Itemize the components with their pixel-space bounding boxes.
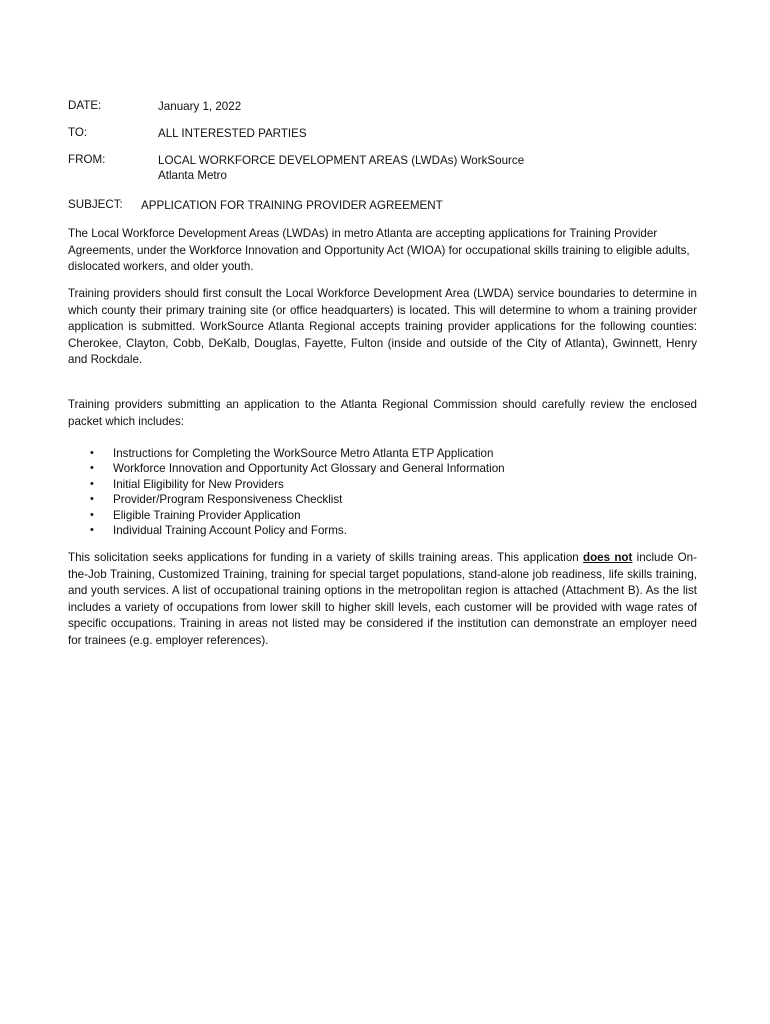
paragraph-packet: Training providers submitting an application to the Atlanta Regional Commission should carefully review the enclosed packet which includes: [68, 398, 697, 428]
list-item [68, 477, 697, 492]
subject-value: APPLICATION FOR TRAINING PROVIDER AGREEMENT [141, 199, 443, 212]
list-item-text: Provider/Program Responsiveness Checklist [113, 493, 343, 507]
does-not-emphasis: does not [583, 551, 633, 564]
bullet-icon: • [90, 477, 94, 490]
list-item [68, 508, 697, 523]
date-label: DATE: [68, 99, 102, 112]
list-item [68, 523, 697, 538]
list-item-text: Individual Training Account Policy and Forms. [113, 524, 347, 538]
list-item [68, 492, 697, 507]
packet-list [68, 446, 697, 538]
date-value: January 1, 2022 [158, 100, 242, 113]
solicitation-text-start: This solicitation seeks applications for funding in a variety of skills training areas. This application [68, 551, 584, 564]
list-item-text: Instructions for Completing the WorkSource Metro Atlanta ETP Application [113, 447, 494, 460]
to-label: TO: [68, 126, 88, 139]
list-item-text: Workforce Innovation and Opportunity Act Glossary and General Information [113, 462, 505, 476]
bullet-icon: • [90, 462, 94, 475]
from-line-1: LOCAL WORKFORCE DEVELOPMENT AREAS (LWDAs) WorkSource [158, 154, 525, 167]
to-value: ALL INTERESTED PARTIES [158, 127, 307, 140]
solicitation-text-end: include On-the-Job Training, Customized Training, training for special target populations, stand-alone job readiness, life skills training, and youth services. A list of occupational training options in the metropolitan region is attached (Attachment B). As the list includes a variety of occupations from lower skill to higher skill levels, each customer will be provided with wage rates of specific occupations. Training in areas not listed may be considered if the institution can demonstrate an employer need for trainees (e.g. employer references). [68, 551, 697, 647]
from-line-2: Atlanta Metro [158, 169, 227, 182]
list-item [68, 446, 697, 461]
from-value [158, 153, 524, 183]
paragraph-solicitation [68, 550, 697, 649]
list-item-text: Initial Eligibility for New Providers [113, 477, 284, 491]
bullet-icon: • [90, 447, 94, 459]
bullet-icon: • [90, 493, 94, 506]
paragraph-boundaries: Training providers should first consult the Local Workforce Development Area (LWDA) service boundaries to determine in which county their primary training site (or office headquarters) is located. This will determine to whom a training provider application is submitted. WorkSource Atlanta Regional accepts training provider applications for the following counties: Cherokee, Clayton, Cobb, DeKalb, Douglas, Fayette, Fulton (inside and outside of the City of Atlanta), Gwinnett, Henry and Rockdale. [68, 287, 697, 366]
paragraph-intro: The Local Workforce Development Areas (LWDAs) in metro Atlanta are accepting applications for Training Provider Agreements, under the Workforce Innovation and Opportunity Act (WIOA) for occupational skills training to eligible adults, dislocated workers, and older youth. [68, 227, 690, 273]
from-label: FROM: [68, 153, 106, 166]
subject-label: SUBJECT: [68, 198, 123, 211]
bullet-icon: • [90, 508, 94, 521]
bullet-icon: • [90, 524, 94, 537]
list-item [68, 461, 697, 476]
list-item-text: Eligible Training Provider Application [113, 508, 301, 522]
